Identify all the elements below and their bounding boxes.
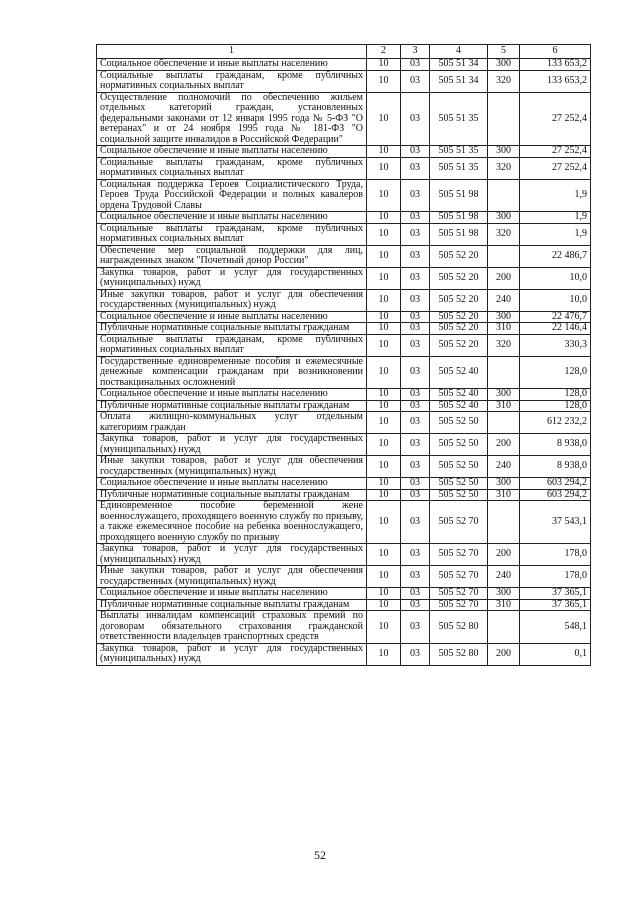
row-subsection-cell: 03 xyxy=(401,544,430,566)
row-target-article-cell: 505 52 50 xyxy=(430,434,488,456)
row-expense-type-cell: 310 xyxy=(488,599,520,611)
row-amount-cell: 548,1 xyxy=(520,611,591,644)
row-section-cell: 10 xyxy=(367,434,401,456)
row-name-cell: Социальное обеспечение и иные выплаты населению xyxy=(97,212,367,224)
row-amount-cell: 612 232,2 xyxy=(520,412,591,434)
row-subsection-cell: 03 xyxy=(401,501,430,544)
table-row xyxy=(97,146,591,158)
row-name-cell: Закупка товаров, работ и услуг для государственных (муниципальных) нужд xyxy=(97,643,367,665)
table-row xyxy=(97,92,591,146)
row-target-article-cell: 505 52 50 xyxy=(430,456,488,478)
row-expense-type-cell: 240 xyxy=(488,566,520,588)
row-amount-cell: 0,1 xyxy=(520,643,591,665)
row-section-cell: 10 xyxy=(367,179,401,212)
row-target-article-cell: 505 51 34 xyxy=(430,59,488,71)
row-subsection-cell: 03 xyxy=(401,212,430,224)
row-amount-cell: 133 653,2 xyxy=(520,70,591,92)
row-subsection-cell: 03 xyxy=(401,70,430,92)
row-section-cell: 10 xyxy=(367,223,401,245)
row-subsection-cell: 03 xyxy=(401,456,430,478)
row-subsection-cell: 03 xyxy=(401,289,430,311)
row-amount-cell: 603 294,2 xyxy=(520,478,591,490)
row-amount-cell: 22 486,7 xyxy=(520,245,591,267)
row-section-cell: 10 xyxy=(367,59,401,71)
row-expense-type-cell: 310 xyxy=(488,323,520,335)
row-section-cell: 10 xyxy=(367,412,401,434)
row-target-article-cell: 505 52 70 xyxy=(430,566,488,588)
row-expense-type-cell xyxy=(488,356,520,389)
row-expense-type-cell: 320 xyxy=(488,157,520,179)
row-name-cell: Социальное обеспечение и иные выплаты населению xyxy=(97,588,367,600)
row-expense-type-cell xyxy=(488,412,520,434)
table-row xyxy=(97,544,591,566)
table-row xyxy=(97,289,591,311)
row-target-article-cell: 505 52 40 xyxy=(430,400,488,412)
row-name-cell: Публичные нормативные социальные выплаты гражданам xyxy=(97,323,367,335)
row-expense-type-cell: 300 xyxy=(488,478,520,490)
row-name-cell: Осуществление полномочий по обеспечению жильем отдельных категорий граждан, установленных федеральными законами от 12 января 1995 года № 5-ФЗ "О ветеранах" и от 24 ноября 1995 года № 181-ФЗ "О социальной защите инвалидов в Российской Федерации" xyxy=(97,92,367,146)
row-name-cell: Социальные выплаты гражданам, кроме публичных нормативных социальных выплат xyxy=(97,223,367,245)
row-section-cell: 10 xyxy=(367,289,401,311)
row-target-article-cell: 505 51 35 xyxy=(430,157,488,179)
row-expense-type-cell xyxy=(488,179,520,212)
row-section-cell: 10 xyxy=(367,157,401,179)
row-name-cell: Оплата жилищно-коммунальных услуг отдельным категориям граждан xyxy=(97,412,367,434)
row-section-cell: 10 xyxy=(367,566,401,588)
row-section-cell: 10 xyxy=(367,456,401,478)
row-amount-cell: 1,9 xyxy=(520,179,591,212)
row-subsection-cell: 03 xyxy=(401,92,430,146)
row-expense-type-cell: 320 xyxy=(488,70,520,92)
row-name-cell: Иные закупки товаров, работ и услуг для обеспечения государственных (муниципальных) нужд xyxy=(97,566,367,588)
row-name-cell: Иные закупки товаров, работ и услуг для обеспечения государственных (муниципальных) нужд xyxy=(97,289,367,311)
table-row xyxy=(97,478,591,490)
page-number: 52 xyxy=(314,848,326,862)
row-expense-type-cell: 300 xyxy=(488,311,520,323)
row-target-article-cell: 505 52 70 xyxy=(430,588,488,600)
row-target-article-cell: 505 51 98 xyxy=(430,223,488,245)
row-section-cell: 10 xyxy=(367,92,401,146)
row-target-article-cell: 505 52 50 xyxy=(430,478,488,490)
row-expense-type-cell: 320 xyxy=(488,334,520,356)
row-name-cell: Закупка товаров, работ и услуг для государственных (муниципальных) нужд xyxy=(97,267,367,289)
row-subsection-cell: 03 xyxy=(401,179,430,212)
row-amount-cell: 133 653,2 xyxy=(520,59,591,71)
table-row xyxy=(97,223,591,245)
row-name-cell: Социальная поддержка Героев Социалистического Труда, Героев Труда Российской Федерации и полных кавалеров ордена Трудовой Славы xyxy=(97,179,367,212)
row-amount-cell: 22 146,4 xyxy=(520,323,591,335)
table-row xyxy=(97,434,591,456)
table-row xyxy=(97,400,591,412)
table-row xyxy=(97,311,591,323)
row-target-article-cell: 505 52 20 xyxy=(430,323,488,335)
row-subsection-cell: 03 xyxy=(401,566,430,588)
row-amount-cell: 10,0 xyxy=(520,289,591,311)
row-section-cell: 10 xyxy=(367,544,401,566)
table-row xyxy=(97,157,591,179)
row-expense-type-cell: 320 xyxy=(488,223,520,245)
row-amount-cell: 37 365,1 xyxy=(520,599,591,611)
row-amount-cell: 37 365,1 xyxy=(520,588,591,600)
row-amount-cell: 37 543,1 xyxy=(520,501,591,544)
row-subsection-cell: 03 xyxy=(401,334,430,356)
row-amount-cell: 27 252,4 xyxy=(520,92,591,146)
row-section-cell: 10 xyxy=(367,611,401,644)
row-subsection-cell: 03 xyxy=(401,356,430,389)
row-section-cell: 10 xyxy=(367,146,401,158)
row-target-article-cell: 505 52 70 xyxy=(430,544,488,566)
row-section-cell: 10 xyxy=(367,70,401,92)
row-amount-cell: 178,0 xyxy=(520,544,591,566)
header-cell-subsection: 3 xyxy=(401,45,430,59)
row-target-article-cell: 505 52 50 xyxy=(430,489,488,501)
row-section-cell: 10 xyxy=(367,400,401,412)
header-row xyxy=(97,45,591,59)
row-name-cell: Закупка товаров, работ и услуг для государственных (муниципальных) нужд xyxy=(97,434,367,456)
table-row xyxy=(97,566,591,588)
row-subsection-cell: 03 xyxy=(401,588,430,600)
row-name-cell: Социальные выплаты гражданам, кроме публичных нормативных социальных выплат xyxy=(97,70,367,92)
row-subsection-cell: 03 xyxy=(401,412,430,434)
row-target-article-cell: 505 51 35 xyxy=(430,92,488,146)
row-name-cell: Социальное обеспечение и иные выплаты населению xyxy=(97,311,367,323)
row-name-cell: Выплаты инвалидам компенсаций страховых премий по договорам обязательного страхования гражданской ответственности владельцев транспортных средств xyxy=(97,611,367,644)
row-subsection-cell: 03 xyxy=(401,389,430,401)
row-expense-type-cell: 200 xyxy=(488,267,520,289)
row-target-article-cell: 505 52 70 xyxy=(430,599,488,611)
row-name-cell: Публичные нормативные социальные выплаты гражданам xyxy=(97,400,367,412)
row-expense-type-cell: 310 xyxy=(488,400,520,412)
table-row xyxy=(97,588,591,600)
row-target-article-cell: 505 52 70 xyxy=(430,501,488,544)
row-amount-cell: 128,0 xyxy=(520,356,591,389)
header-cell-expense-type: 5 xyxy=(488,45,520,59)
row-amount-cell: 10,0 xyxy=(520,267,591,289)
row-section-cell: 10 xyxy=(367,356,401,389)
row-section-cell: 10 xyxy=(367,489,401,501)
table-row xyxy=(97,389,591,401)
table-row xyxy=(97,456,591,478)
row-expense-type-cell: 200 xyxy=(488,544,520,566)
row-amount-cell: 128,0 xyxy=(520,389,591,401)
table-row xyxy=(97,245,591,267)
row-target-article-cell: 505 52 80 xyxy=(430,611,488,644)
row-name-cell: Социальные выплаты гражданам, кроме публичных нормативных социальных выплат xyxy=(97,157,367,179)
row-expense-type-cell: 300 xyxy=(488,212,520,224)
row-subsection-cell: 03 xyxy=(401,146,430,158)
row-expense-type-cell: 310 xyxy=(488,489,520,501)
row-subsection-cell: 03 xyxy=(401,245,430,267)
row-expense-type-cell: 240 xyxy=(488,289,520,311)
row-subsection-cell: 03 xyxy=(401,157,430,179)
header-cell-amount: 6 xyxy=(520,45,591,59)
table-row xyxy=(97,599,591,611)
row-subsection-cell: 03 xyxy=(401,478,430,490)
row-expense-type-cell: 240 xyxy=(488,456,520,478)
row-name-cell: Публичные нормативные социальные выплаты гражданам xyxy=(97,489,367,501)
row-name-cell: Социальное обеспечение и иные выплаты населению xyxy=(97,146,367,158)
row-target-article-cell: 505 52 50 xyxy=(430,412,488,434)
row-target-article-cell: 505 52 20 xyxy=(430,267,488,289)
row-section-cell: 10 xyxy=(367,334,401,356)
row-expense-type-cell: 300 xyxy=(488,146,520,158)
row-subsection-cell: 03 xyxy=(401,311,430,323)
row-name-cell: Публичные нормативные социальные выплаты гражданам xyxy=(97,599,367,611)
row-amount-cell: 178,0 xyxy=(520,566,591,588)
row-name-cell: Социальные выплаты гражданам, кроме публичных нормативных социальных выплат xyxy=(97,334,367,356)
row-target-article-cell: 505 51 98 xyxy=(430,179,488,212)
table-row xyxy=(97,179,591,212)
row-amount-cell: 27 252,4 xyxy=(520,146,591,158)
row-expense-type-cell: 300 xyxy=(488,59,520,71)
table-row xyxy=(97,501,591,544)
table-row xyxy=(97,412,591,434)
row-expense-type-cell xyxy=(488,611,520,644)
row-name-cell: Социальное обеспечение и иные выплаты населению xyxy=(97,59,367,71)
row-name-cell: Социальное обеспечение и иные выплаты населению xyxy=(97,389,367,401)
table-row xyxy=(97,70,591,92)
row-section-cell: 10 xyxy=(367,478,401,490)
row-target-article-cell: 505 52 80 xyxy=(430,643,488,665)
row-name-cell: Государственные единовременные пособия и ежемесячные денежные компенсации гражданам при возникновении поствакцинальных осложнений xyxy=(97,356,367,389)
row-amount-cell: 603 294,2 xyxy=(520,489,591,501)
row-amount-cell: 8 938,0 xyxy=(520,434,591,456)
row-section-cell: 10 xyxy=(367,311,401,323)
row-name-cell: Обеспечение мер социальной поддержки для лиц, награжденных знаком "Почетный донор России" xyxy=(97,245,367,267)
row-subsection-cell: 03 xyxy=(401,400,430,412)
row-subsection-cell: 03 xyxy=(401,611,430,644)
table-row xyxy=(97,611,591,644)
row-expense-type-cell xyxy=(488,501,520,544)
row-target-article-cell: 505 52 20 xyxy=(430,289,488,311)
row-expense-type-cell xyxy=(488,92,520,146)
row-section-cell: 10 xyxy=(367,389,401,401)
row-expense-type-cell: 300 xyxy=(488,588,520,600)
row-amount-cell: 330,3 xyxy=(520,334,591,356)
row-subsection-cell: 03 xyxy=(401,599,430,611)
table-row xyxy=(97,323,591,335)
row-expense-type-cell xyxy=(488,245,520,267)
table-row xyxy=(97,643,591,665)
budget-table xyxy=(96,44,591,666)
header-cell-name: 1 xyxy=(97,45,367,59)
row-section-cell: 10 xyxy=(367,245,401,267)
table-row xyxy=(97,267,591,289)
row-target-article-cell: 505 51 34 xyxy=(430,70,488,92)
row-name-cell: Закупка товаров, работ и услуг для государственных (муниципальных) нужд xyxy=(97,544,367,566)
row-target-article-cell: 505 52 40 xyxy=(430,356,488,389)
table-row xyxy=(97,334,591,356)
row-amount-cell: 1,9 xyxy=(520,212,591,224)
row-section-cell: 10 xyxy=(367,599,401,611)
table-row xyxy=(97,212,591,224)
row-section-cell: 10 xyxy=(367,212,401,224)
row-target-article-cell: 505 52 20 xyxy=(430,245,488,267)
row-subsection-cell: 03 xyxy=(401,267,430,289)
row-target-article-cell: 505 51 98 xyxy=(430,212,488,224)
row-section-cell: 10 xyxy=(367,501,401,544)
row-subsection-cell: 03 xyxy=(401,223,430,245)
row-subsection-cell: 03 xyxy=(401,489,430,501)
row-amount-cell: 22 476,7 xyxy=(520,311,591,323)
row-section-cell: 10 xyxy=(367,323,401,335)
row-name-cell: Иные закупки товаров, работ и услуг для обеспечения государственных (муниципальных) нужд xyxy=(97,456,367,478)
table-row xyxy=(97,356,591,389)
row-amount-cell: 8 938,0 xyxy=(520,456,591,478)
row-expense-type-cell: 200 xyxy=(488,643,520,665)
header-cell-section: 2 xyxy=(367,45,401,59)
row-subsection-cell: 03 xyxy=(401,323,430,335)
header-cell-target-article: 4 xyxy=(430,45,488,59)
row-expense-type-cell: 300 xyxy=(488,389,520,401)
table-row xyxy=(97,59,591,71)
row-expense-type-cell: 200 xyxy=(488,434,520,456)
row-subsection-cell: 03 xyxy=(401,434,430,456)
row-name-cell: Единовременное пособие беременной жене военнослужащего, проходящего военную службу по призыву, а также ежемесячное пособие на ребенка военнослужащего, проходящего военную службу по призыву xyxy=(97,501,367,544)
row-amount-cell: 1,9 xyxy=(520,223,591,245)
row-section-cell: 10 xyxy=(367,588,401,600)
row-target-article-cell: 505 52 20 xyxy=(430,311,488,323)
row-amount-cell: 128,0 xyxy=(520,400,591,412)
row-name-cell: Социальное обеспечение и иные выплаты населению xyxy=(97,478,367,490)
row-subsection-cell: 03 xyxy=(401,59,430,71)
row-target-article-cell: 505 52 40 xyxy=(430,389,488,401)
row-subsection-cell: 03 xyxy=(401,643,430,665)
row-target-article-cell: 505 51 35 xyxy=(430,146,488,158)
row-section-cell: 10 xyxy=(367,267,401,289)
row-amount-cell: 27 252,4 xyxy=(520,157,591,179)
table-row xyxy=(97,489,591,501)
row-section-cell: 10 xyxy=(367,643,401,665)
row-target-article-cell: 505 52 20 xyxy=(430,334,488,356)
